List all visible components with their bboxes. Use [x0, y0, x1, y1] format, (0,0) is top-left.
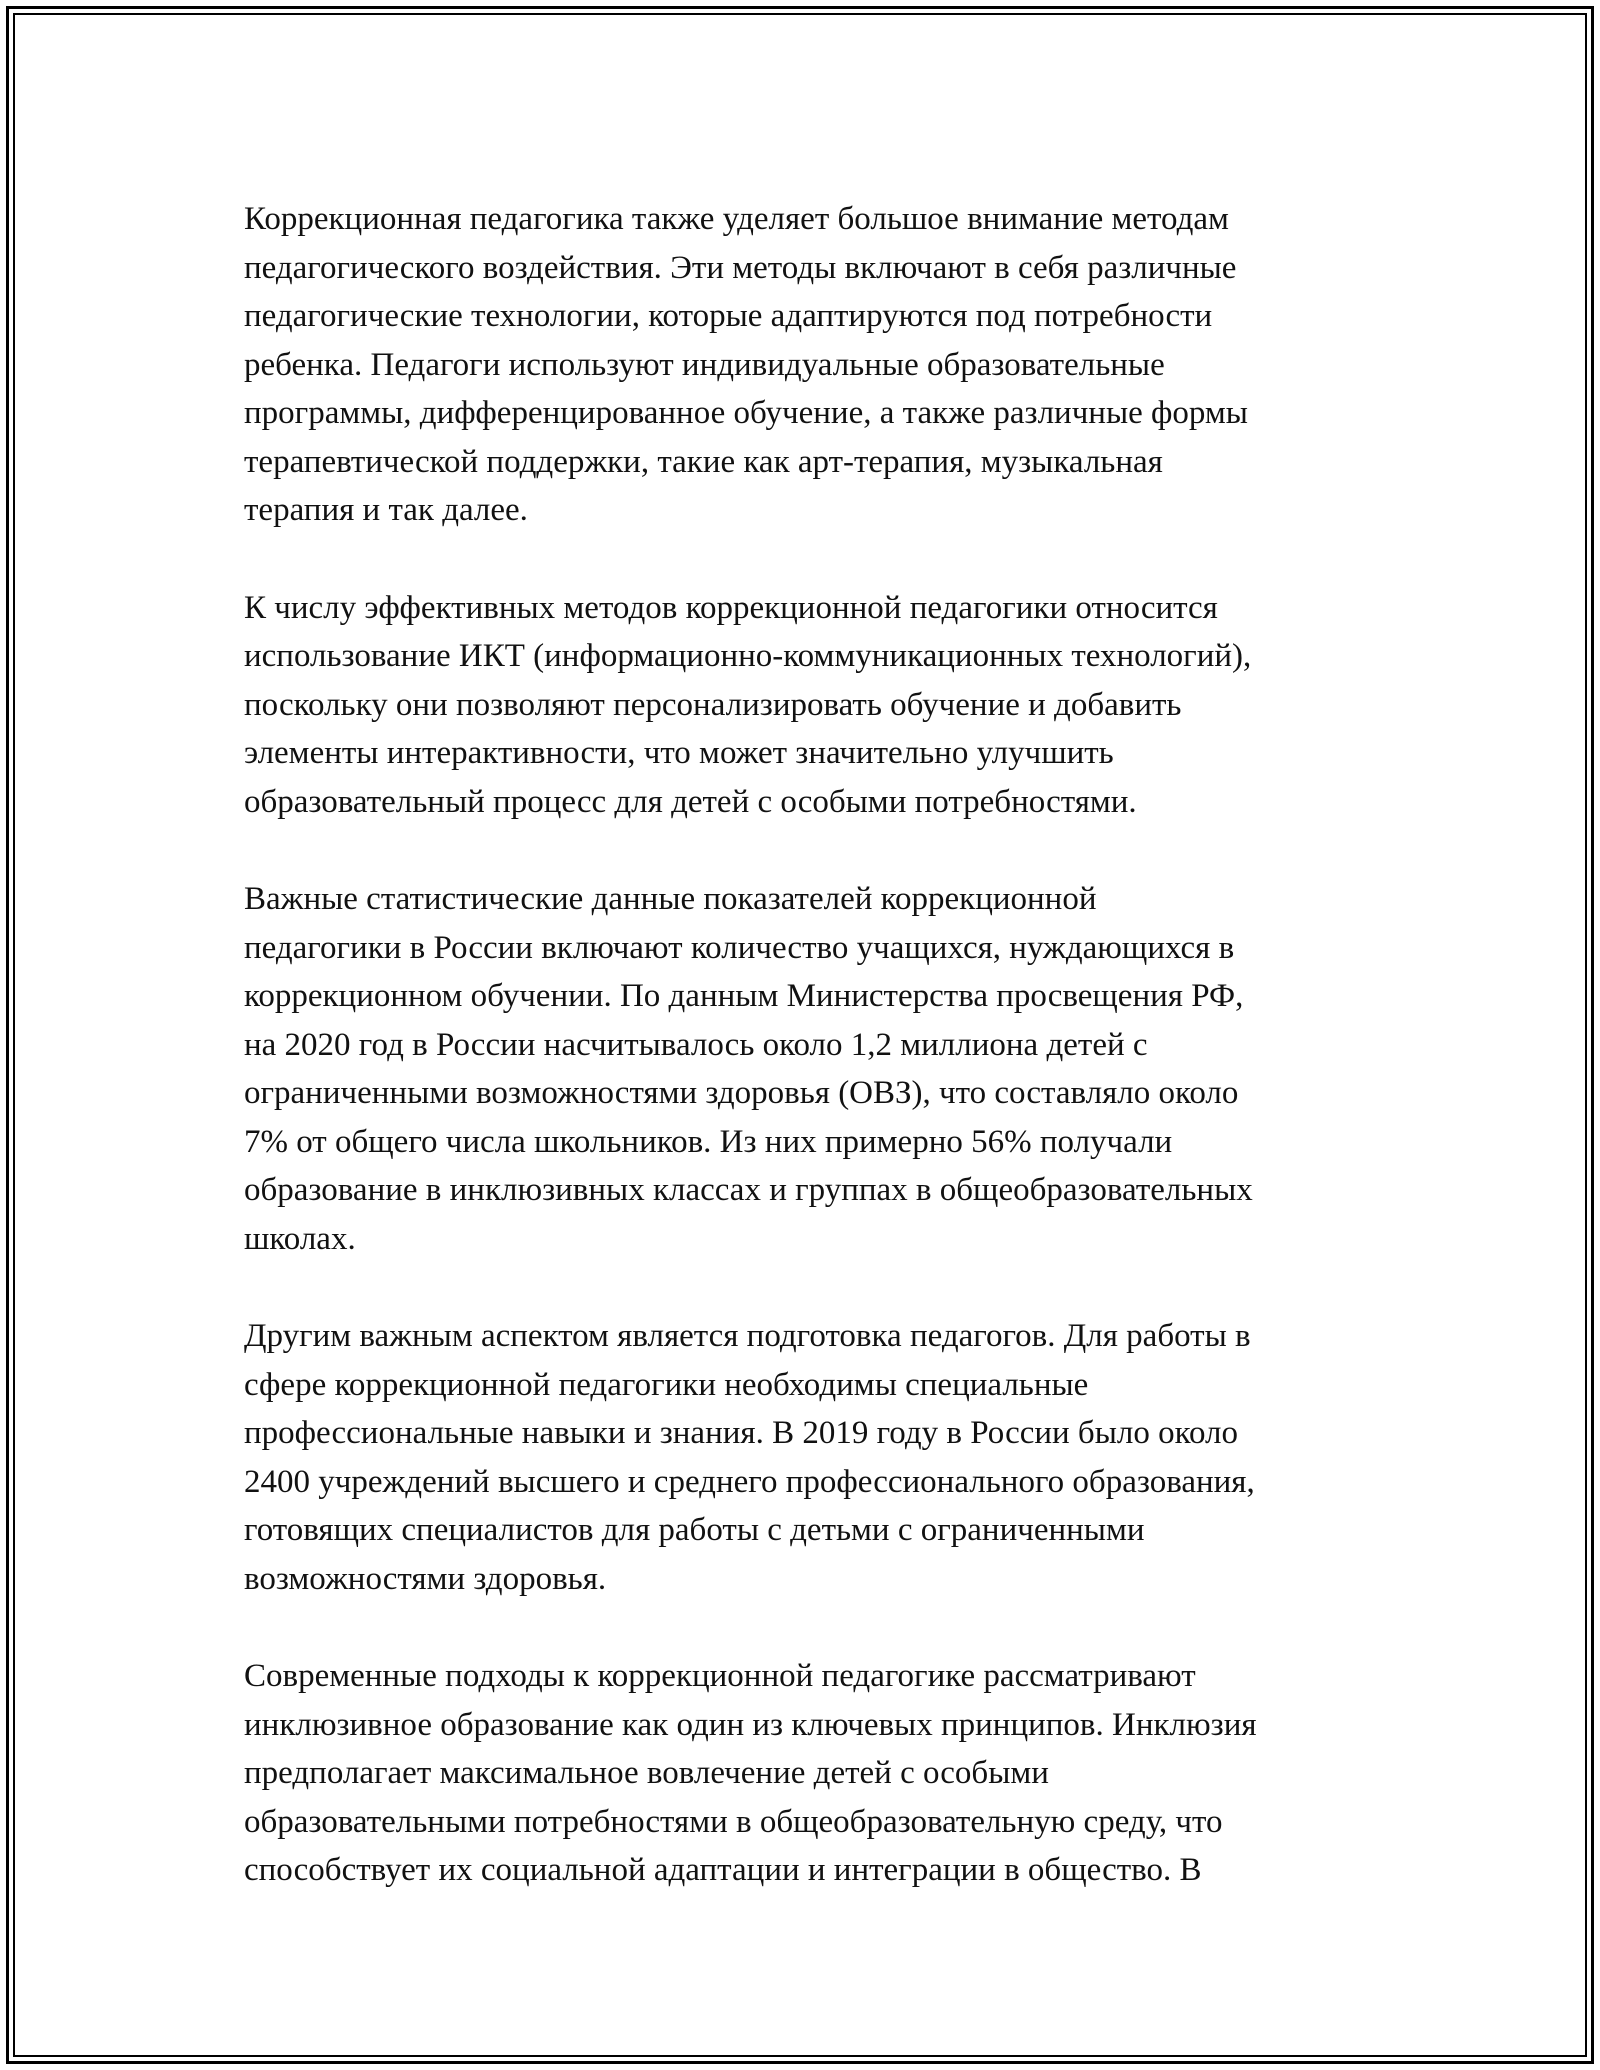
text-line: использование ИКТ (информационно-коммуникационных технологий),	[244, 638, 1252, 674]
text-line: возможностями здоровья.	[244, 1560, 607, 1597]
paragraph-statistics	[244, 875, 1394, 1263]
text-line: образование в инклюзивных классах и группах в общеобразовательных	[244, 1172, 1253, 1208]
paragraph-inclusion	[244, 1652, 1394, 1895]
text-line: педагогического воздействия. Эти методы включают в себя различные	[244, 249, 1237, 286]
text-line: педагогические технологии, которые адаптируются под потребности	[244, 298, 1213, 334]
document-body	[244, 195, 1394, 1944]
text-line: на 2020 год в России насчитывалось около 1,2 миллиона детей с	[244, 1026, 1148, 1063]
text-line: К числу эффективных методов коррекционной педагогики относится	[244, 589, 1218, 626]
text-line: образовательными потребностями в общеобразовательную среду, что	[244, 1803, 1223, 1840]
text-line: терапия и так далее.	[244, 492, 528, 528]
text-line: сфере коррекционной педагогики необходимы специальные	[244, 1366, 1089, 1403]
page-frame	[6, 6, 1594, 2064]
paragraph-teacher-training	[244, 1312, 1394, 1603]
text-line: ограниченными возможностями здоровья (ОВЗ), что составляло около	[244, 1075, 1239, 1111]
text-line: профессиональные навыки и знания. В 2019 году в России было около	[244, 1415, 1238, 1451]
text-line: Современные подходы к коррекционной педагогике рассматривают	[244, 1658, 1196, 1694]
text-line: образовательный процесс для детей с особыми потребностями.	[244, 783, 1137, 820]
text-line: поскольку они позволяют персонализировать обучение и добавить	[244, 686, 1182, 723]
paragraph-methods	[244, 195, 1394, 535]
text-line: предполагает максимальное вовлечение детей с особыми	[244, 1755, 1049, 1791]
text-line: школах.	[244, 1220, 356, 1257]
text-line: 7% от общего числа школьников. Из них примерно 56% получали	[244, 1123, 1173, 1160]
text-line: Важные статистические данные показателей коррекционной	[244, 881, 1097, 917]
text-line: терапевтической поддержки, такие как арт-терапия, музыкальная	[244, 443, 1163, 480]
text-line: инклюзивное образование как один из ключевых принципов. Инклюзия	[244, 1706, 1257, 1743]
text-line: педагогики в России включают количество учащихся, нуждающихся в	[244, 929, 1235, 966]
text-line: программы, дифференцированное обучение, а также различные формы	[244, 395, 1248, 431]
text-line: готовящих специалистов для работы с детьми с ограниченными	[244, 1512, 1145, 1548]
paragraph-ict	[244, 584, 1394, 827]
text-line: элементы интерактивности, что может значительно улучшить	[244, 735, 1114, 771]
text-line: ребенка. Педагоги используют индивидуальные образовательные	[244, 346, 1165, 383]
text-line: коррекционном обучении. По данным Министерства просвещения РФ,	[244, 978, 1244, 1014]
text-line: 2400 учреждений высшего и среднего профессионального образования,	[244, 1463, 1255, 1500]
text-line: Коррекционная педагогика также уделяет большое внимание методам	[244, 201, 1229, 237]
text-line: способствует их социальной адаптации и интеграции в общество. В	[244, 1852, 1202, 1888]
text-line: Другим важным аспектом является подготовка педагогов. Для работы в	[244, 1318, 1251, 1354]
